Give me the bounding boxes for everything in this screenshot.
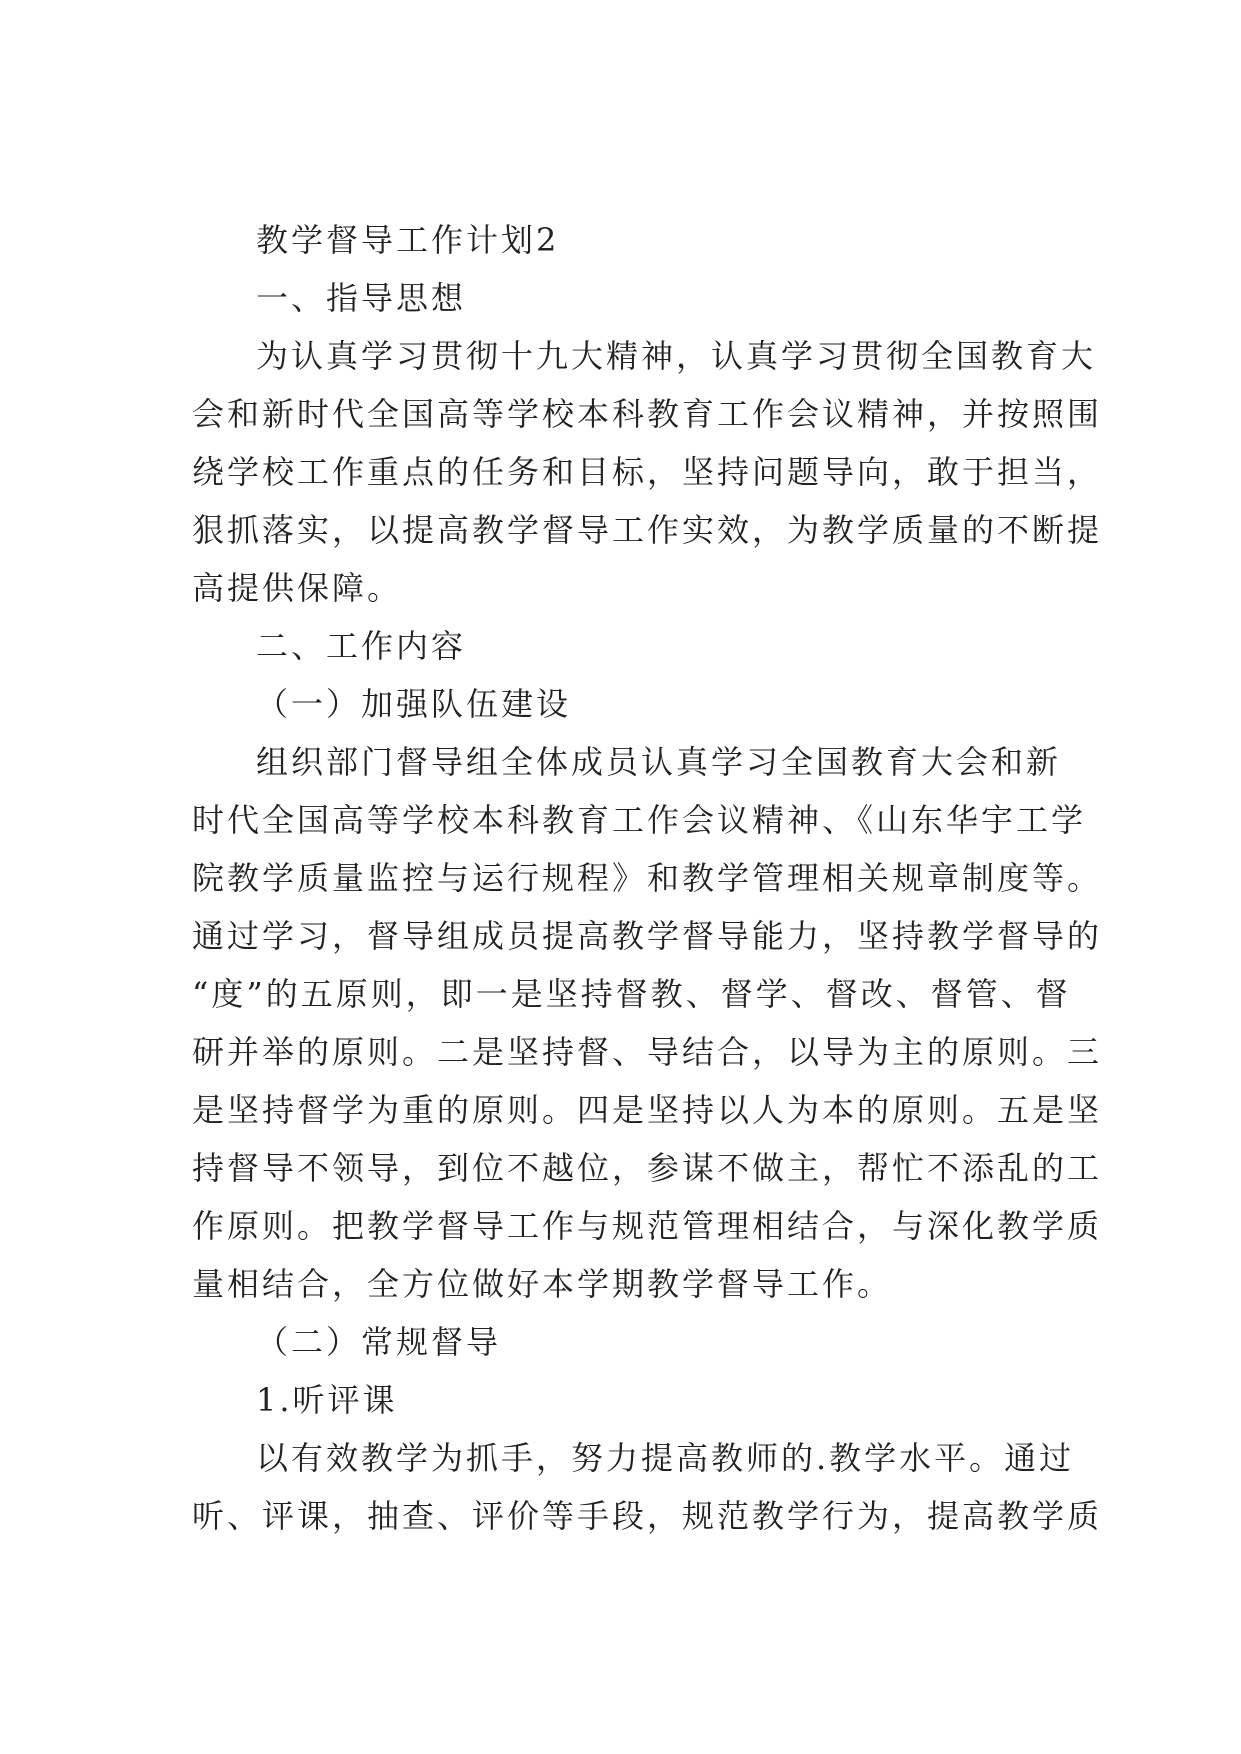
section-heading-guiding-ideology: 一、指导思想 (256, 279, 467, 317)
paragraph-line: 听、评课，抽查、评价等手段，规范教学行为，提高教学质 (192, 1497, 1103, 1535)
section-heading-work-content: 二、工作内容 (256, 627, 467, 665)
paragraph-line: 院教学质量监控与运行规程》和教学管理相关规章制度等。 (192, 859, 1103, 897)
subsection-heading-routine-supervision: （二）常规督导 (256, 1323, 502, 1361)
paragraph-line: 以有效教学为抓手，努力提高教师的.教学水平。通过 (256, 1439, 1075, 1477)
paragraph-line: 狠抓落实，以提高教学督导工作实效，为教学质量的不断提 (192, 511, 1103, 549)
item-heading-lesson-evaluation: 1.听评课 (256, 1381, 398, 1419)
document-body (192, 211, 1103, 1545)
paragraph-line: 组织部门督导组全体成员认真学习全国教育大会和新 (256, 743, 1062, 781)
document-title: 教学督导工作计划2 (256, 221, 560, 259)
paragraph-line: 研并举的原则。二是坚持督、导结合，以导为主的原则。三 (192, 1033, 1103, 1071)
paragraph-line: 是坚持督学为重的原则。四是坚持以人为本的原则。五是坚 (192, 1091, 1103, 1129)
paragraph-line: “度”的五原则，即一是坚持督教、督学、督改、督管、督 (192, 975, 1071, 1013)
paragraph-line: 时代全国高等学校本科教育工作会议精神、《山东华宇工学 (192, 801, 1087, 839)
paragraph-line: 为认真学习贯彻十九大精神，认真学习贯彻全国教育大 (256, 337, 1097, 375)
paragraph-line: 通过学习，督导组成员提高教学督导能力，坚持教学督导的 (192, 917, 1103, 955)
paragraph-line: 持督导不领导，到位不越位，参谋不做主，帮忙不添乱的工 (192, 1149, 1103, 1187)
paragraph-line: 绕学校工作重点的任务和目标，坚持问题导向，敢于担当， (192, 453, 1103, 491)
subsection-heading-team-building: （一）加强队伍建设 (256, 685, 572, 723)
paragraph-line: 会和新时代全国高等学校本科教育工作会议精神，并按照围 (192, 395, 1103, 433)
paragraph-line: 高提供保障。 (192, 569, 403, 607)
paragraph-line: 量相结合，全方位做好本学期教学督导工作。 (192, 1265, 893, 1303)
paragraph-line: 作原则。把教学督导工作与规范管理相结合，与深化教学质 (192, 1207, 1103, 1245)
